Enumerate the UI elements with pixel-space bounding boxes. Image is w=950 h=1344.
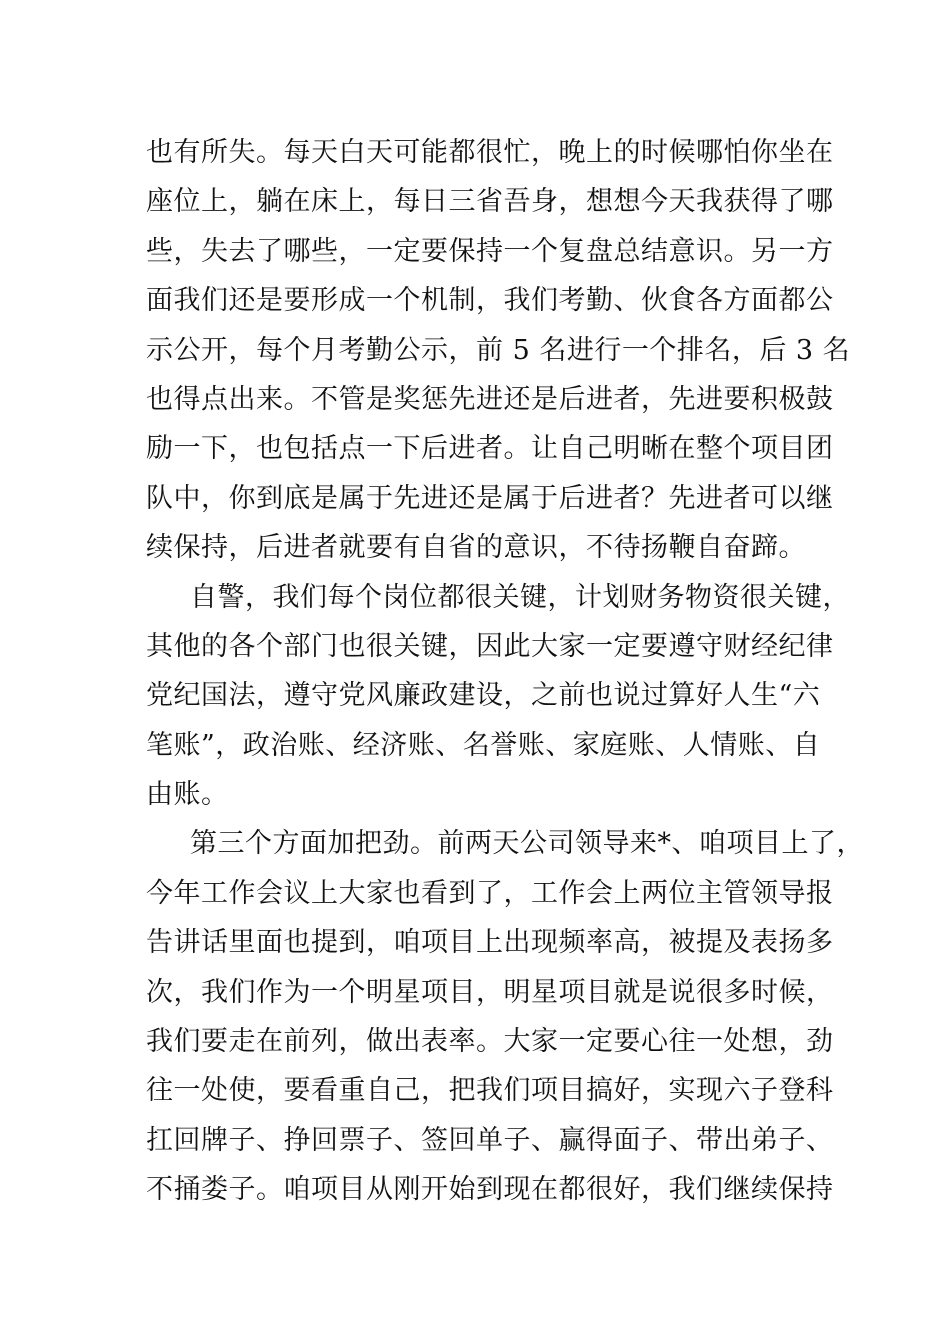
text-line: 也有所失。每天白天可能都很忙，晚上的时候哪怕你坐在 — [146, 137, 834, 168]
text-line: 告讲话里面也提到，咱项目上出现频率高，被提及表扬多 — [146, 927, 834, 959]
text-line: 今年工作会议上大家也看到了，工作会上两位主管领导报 — [146, 877, 834, 909]
text-line: 扛回牌子、挣回票子、签回单子、赢得面子、带出弟子、 — [146, 1124, 834, 1156]
text-line: 笔账”，政治账、经济账、名誉账、家庭账、人情账、自 — [146, 729, 821, 761]
paragraph-start-line: 自警，我们每个岗位都很关键，计划财务物资很关键， — [190, 581, 850, 613]
text-line: 示公开，每个月考勤公示，前 5 名进行一个排名，后 3 名 — [146, 334, 851, 366]
text-line: 往一处使，要看重自己，把我们项目搞好，实现六子登科 — [146, 1075, 834, 1107]
text-line: 队中，你到底是属于先进还是属于后进者？先进者可以继 — [146, 482, 834, 514]
text-line: 由账。 — [146, 779, 229, 811]
text-line: 励一下，也包括点一下后进者。让自己明晰在整个项目团 — [146, 433, 834, 465]
text-line: 不捅娄子。咱项目从刚开始到现在都很好，我们继续保持 — [146, 1174, 834, 1206]
text-line: 些，失去了哪些，一定要保持一个复盘总结意识。另一方 — [146, 235, 834, 267]
text-line: 续保持，后进者就要有自省的意识，不待扬鞭自奋蹄。 — [146, 532, 806, 564]
text-line: 其他的各个部门也很关键，因此大家一定要遵守财经纪律 — [146, 630, 834, 662]
text-line: 座位上，躺在床上，每日三省吾身，想想今天我获得了哪 — [146, 186, 834, 218]
text-line: 次，我们作为一个明星项目，明星项目就是说很多时候， — [146, 976, 834, 1008]
body-text — [146, 128, 864, 1215]
paragraph-start-line: 第三个方面加把劲。前两天公司领导来*、咱项目上了， — [190, 828, 864, 860]
text-line: 面我们还是要形成一个机制，我们考勤、伙食各方面都公 — [146, 285, 834, 317]
text-line: 党纪国法，遵守党风廉政建设，之前也说过算好人生“六 — [146, 680, 821, 712]
text-line: 也得点出来。不管是奖惩先进还是后进者，先进要积极鼓 — [146, 383, 834, 415]
text-line: 我们要走在前列，做出表率。大家一定要心往一处想，劲 — [146, 1026, 834, 1058]
